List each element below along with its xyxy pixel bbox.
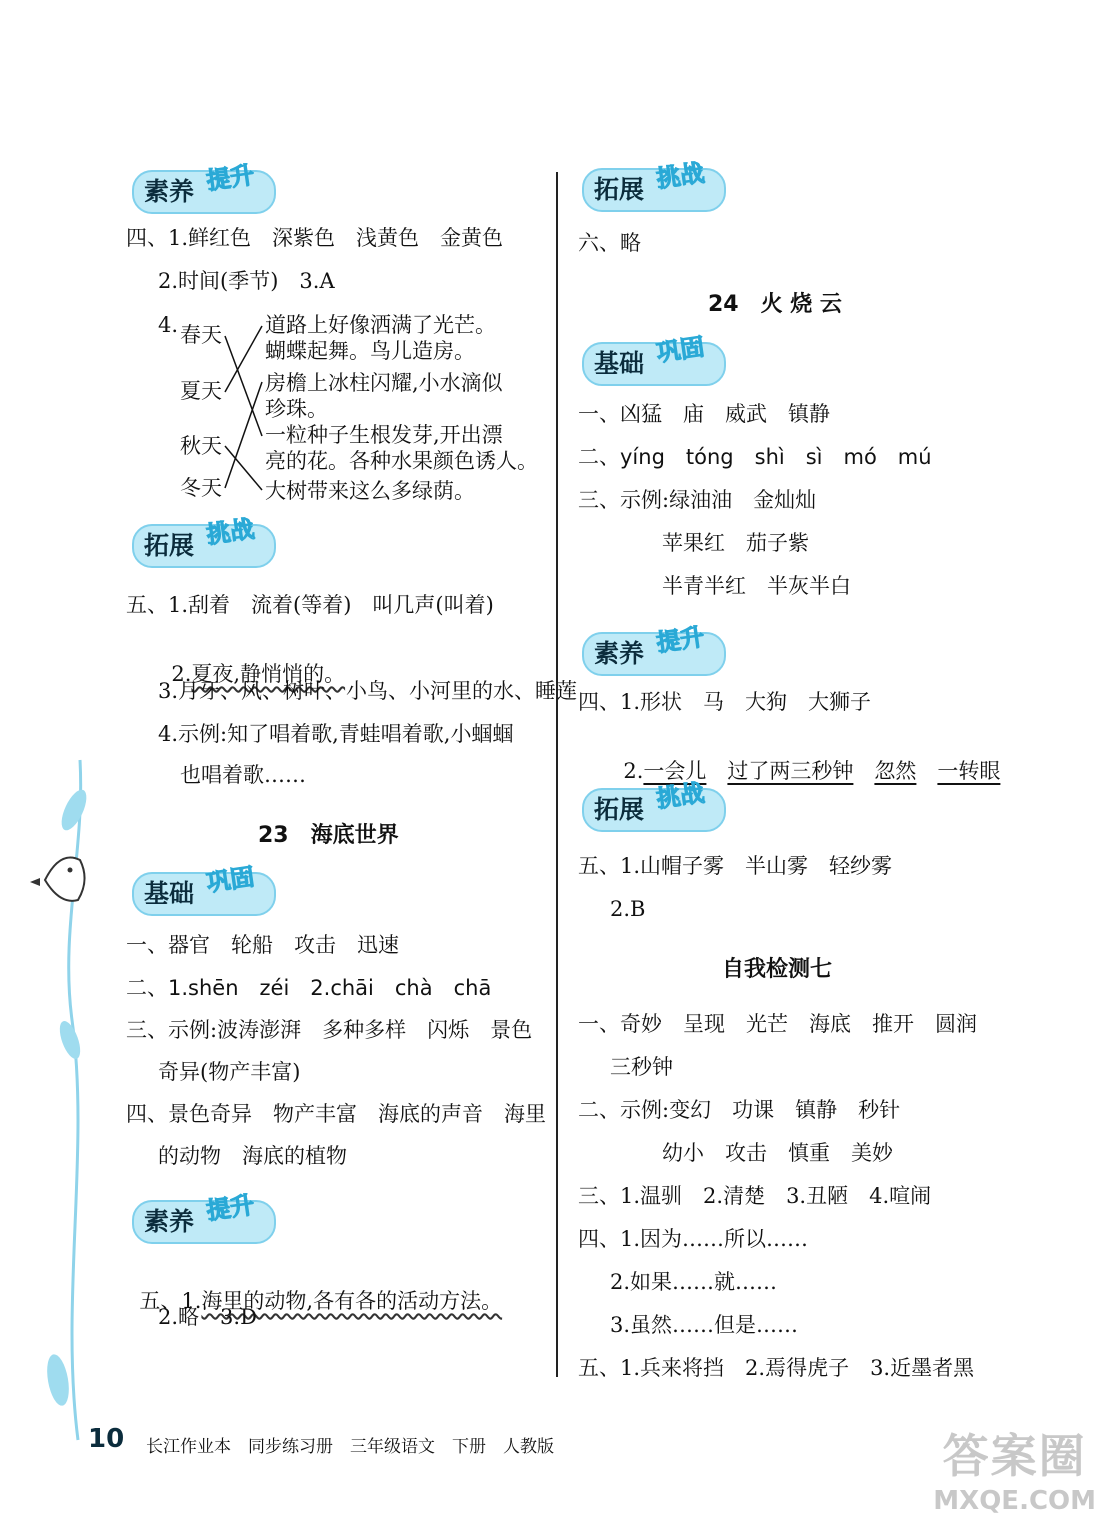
answer-line: 三、示例:绿油油 金灿灿 xyxy=(578,488,817,512)
answer-line: 二、1.shēn zéi 2.chāi chà chā xyxy=(126,976,492,1000)
answer-line: 五、1.刮着 流着(等着) 叫几声(叫着) xyxy=(126,593,494,617)
answer-line: 三秒钟 xyxy=(610,1055,673,1079)
match-label: 4. xyxy=(158,313,179,337)
season-desc: 蝴蝶起舞。鸟儿造房。 xyxy=(265,339,475,363)
page-number: 10 xyxy=(88,1424,125,1454)
answer-line: 二、示例:变幻 功课 镇静 秒针 xyxy=(578,1098,901,1122)
answer-line: 2.略 3.D xyxy=(158,1305,257,1329)
badge-tuozhan-tiaozhan: 拓展 挑战 xyxy=(132,512,282,568)
answer-line: 2.夏夜,静悄悄的。 xyxy=(171,662,346,686)
answer-line: 的动物 海底的植物 xyxy=(158,1144,347,1168)
answer-line: 幼小 攻击 慎重 美妙 xyxy=(662,1141,893,1165)
underlined-word: 过了两三秒钟 xyxy=(727,759,854,783)
answer-line: 半青半红 半灰半白 xyxy=(662,574,851,598)
answer-line: 五、1.兵来将挡 2.焉得虎子 3.近墨者黑 xyxy=(578,1356,975,1380)
answer-line: 一、奇妙 呈现 光芒 海底 推开 圆润 xyxy=(578,1012,977,1036)
watermark: 答案圈 MXQE.COM xyxy=(933,1429,1096,1516)
answer-line: 五、1.海里的动物,各有各的活动方法。 xyxy=(139,1289,503,1313)
badge-tuozhan-tiaozhan: 拓展 挑战 xyxy=(582,776,732,832)
answer-line: 六、略 xyxy=(578,231,641,255)
underlined-answer: 海里的动物,各有各的活动方法。 xyxy=(201,1289,503,1313)
column-divider xyxy=(556,172,558,1377)
season-desc: 珍珠。 xyxy=(265,397,328,421)
answer-line: 2.如果……就…… xyxy=(610,1270,778,1294)
answer-line: 二、yíng tóng shì sì mó mú xyxy=(578,445,932,469)
badge-tuozhan-tiaozhan: 拓展 挑战 xyxy=(582,156,732,212)
underlined-word: 忽然 xyxy=(874,759,917,783)
season-desc: 一粒种子生根发芽,开出漂 xyxy=(265,423,503,447)
badge-suyang-tisheng: 素养 提升 xyxy=(132,158,282,214)
answer-line: 奇异(物产丰富) xyxy=(158,1060,301,1084)
answer-line: 一、凶猛 庙 威武 镇静 xyxy=(578,402,830,426)
season-item: 春天 xyxy=(180,323,222,347)
underlined-word: 一转眼 xyxy=(937,759,1001,783)
answer-line: 苹果红 茄子紫 xyxy=(662,531,809,555)
season-item: 冬天 xyxy=(180,476,222,500)
answer-line: 2.一会儿 过了两三秒钟 忽然 一转眼 xyxy=(623,759,1001,783)
season-desc: 道路上好像洒满了光芒。 xyxy=(265,313,496,337)
answer-line: 一、器官 轮船 攻击 迅速 xyxy=(126,933,399,957)
badge-suyang-tisheng: 素养 提升 xyxy=(582,620,732,676)
answer-line: 三、1.温驯 2.清楚 3.丑陋 4.喧闹 xyxy=(578,1184,932,1208)
badge-jichu-gonggu: 基础 巩固 xyxy=(582,330,732,386)
season-item: 秋天 xyxy=(180,434,222,458)
answer-line: 四、1.形状 马 大狗 大狮子 xyxy=(578,690,872,714)
lesson-title: 23 海底世界 xyxy=(258,823,399,848)
footer-text: 长江作业本 同步练习册 三年级语文 下册 人教版 xyxy=(146,1437,554,1457)
answer-line: 4.示例:知了唱着歌,青蛙唱着歌,小蝈蝈 xyxy=(158,722,514,746)
answer-line: 四、1.鲜红色 深紫色 浅黄色 金黄色 xyxy=(126,226,504,250)
answer-line: 四、景色奇异 物产丰富 海底的声音 海里 xyxy=(126,1102,546,1126)
answer-line: 2.时间(季节) 3.A xyxy=(158,269,335,293)
season-desc: 大树带来这么多绿荫。 xyxy=(265,479,475,503)
answer-line: 2.B xyxy=(610,897,646,921)
bird-icon xyxy=(30,858,85,901)
season-desc: 房檐上冰柱闪耀,小水滴似 xyxy=(265,371,503,395)
answer-line: 3.月牙、风、树叶、小鸟、小河里的水、睡莲 xyxy=(158,679,578,703)
test-title: 自我检测七 xyxy=(722,957,833,982)
season-desc: 亮的花。各种水果颜色诱人。 xyxy=(265,449,538,473)
badge-jichu-gonggu: 基础 巩固 xyxy=(132,860,282,916)
answer-line: 也唱着歌…… xyxy=(180,763,306,787)
answer-line: 三、示例:波涛澎湃 多种多样 闪烁 景色 xyxy=(126,1018,533,1042)
season-item: 夏天 xyxy=(180,379,222,403)
badge-suyang-tisheng: 素养 提升 xyxy=(132,1188,282,1244)
answer-line: 五、1.山帽子雾 半山雾 轻纱雾 xyxy=(578,854,893,878)
answer-line: 四、1.因为……所以…… xyxy=(578,1227,809,1251)
lesson-title: 24 火 烧 云 xyxy=(708,292,842,317)
underlined-word: 一会儿 xyxy=(643,759,707,783)
answer-line: 3.虽然……但是…… xyxy=(610,1313,799,1337)
underlined-answer: 夏夜,静悄悄的。 xyxy=(191,662,346,686)
